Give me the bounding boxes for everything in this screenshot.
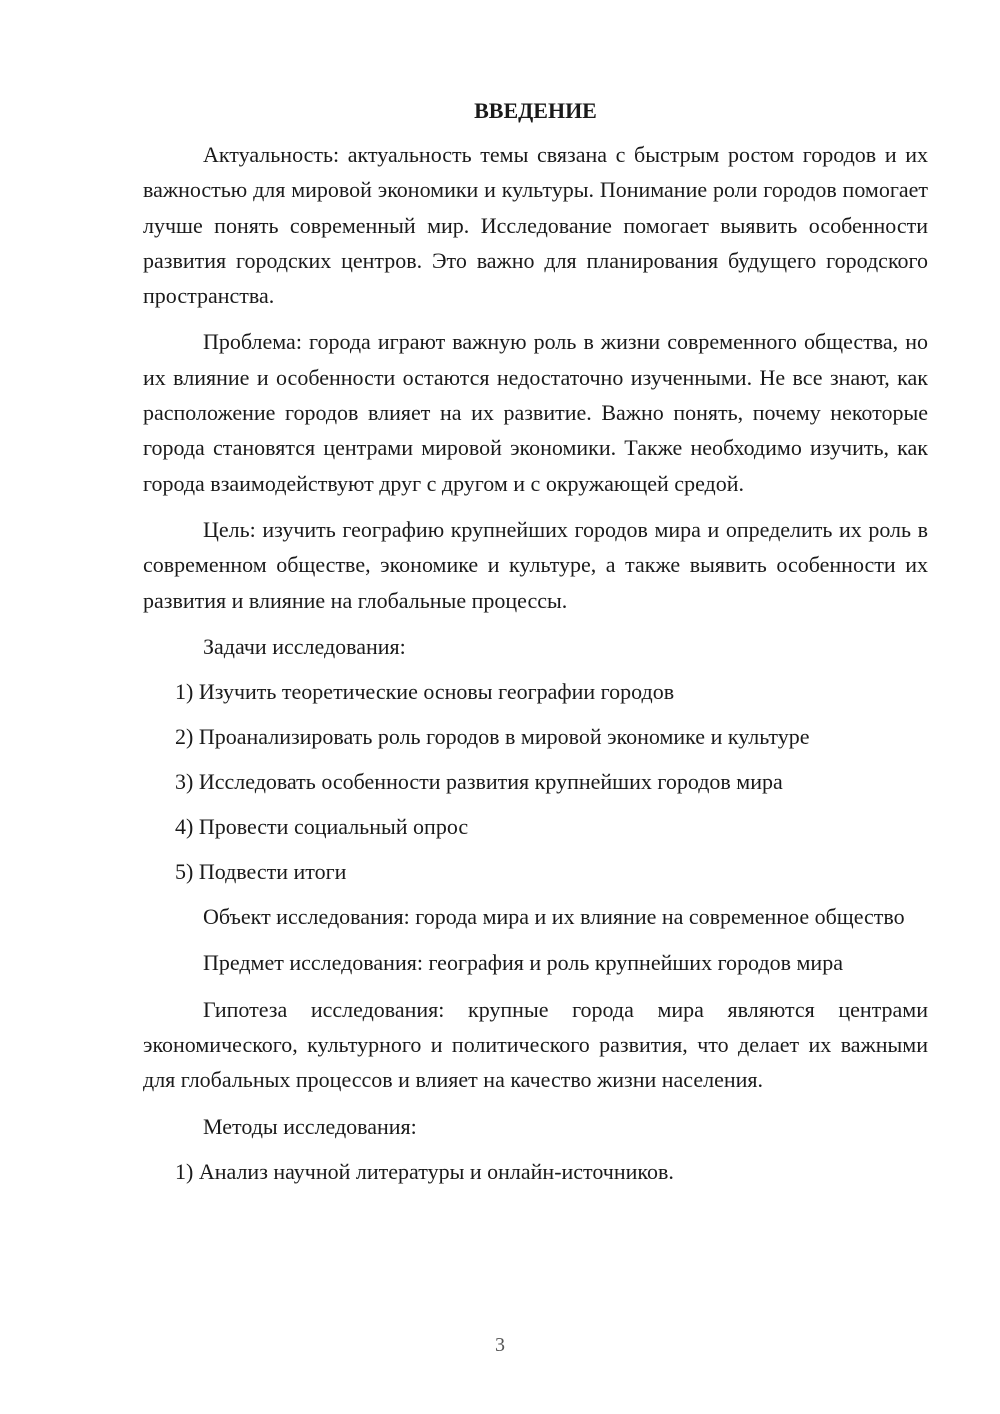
- task-item-5: 5) Подвести итоги: [175, 859, 347, 885]
- hypothesis-paragraph: Гипотеза исследования: крупные города мира являются центрами экономического, культурного и политического развития, что делает их важными для глобальных процессов и влияет на качество жизни населения.: [143, 996, 928, 1093]
- relevance-paragraph: Актуальность: актуальность темы связана с быстрым ростом городов и их важностью для мировой экономики и культуры. Понимание роли городов помогает лучше понять современный мир. Исследование помогает выявить особенности развития городских центров. Это важно для планирования будущего городского пространства.: [143, 142, 928, 309]
- section-heading: ВВЕДЕНИЕ: [474, 98, 597, 123]
- goal-paragraph: Цель: изучить географию крупнейших городов мира и определить их роль в современном обществе, экономике и культуре, а также выявить особенности их развития и влияние на глобальные процессы.: [143, 516, 928, 613]
- methods-title: Методы исследования:: [203, 1113, 417, 1139]
- task-item-2: 2) Проанализировать роль городов в мировой экономике и культуре: [175, 724, 810, 750]
- method-item-1: 1) Анализ научной литературы и онлайн-источников.: [175, 1158, 674, 1184]
- subject-paragraph: Предмет исследования: география и роль крупнейших городов мира: [203, 950, 843, 976]
- page-number: 3: [495, 1334, 505, 1356]
- tasks-title: Задачи исследования:: [203, 633, 406, 659]
- task-item-4: 4) Провести социальный опрос: [175, 814, 469, 840]
- document-page: [143, 96, 928, 1189]
- task-item-1: 1) Изучить теоретические основы географии городов: [175, 679, 675, 705]
- task-item-3: 3) Исследовать особенности развития крупнейших городов мира: [175, 769, 783, 795]
- object-paragraph: Объект исследования: города мира и их влияние на современное общество: [203, 904, 905, 930]
- problem-paragraph: Проблема: города играют важную роль в жизни современного общества, но их влияние и особенности остаются недостаточно изученными. Не все знают, как расположение городов влияет на их развитие. Важно понять, почему некоторые города становятся центрами мировой экономики. Также необходимо изучить, как города взаимодействуют друг с другом и с окружающей средой.: [143, 329, 928, 496]
